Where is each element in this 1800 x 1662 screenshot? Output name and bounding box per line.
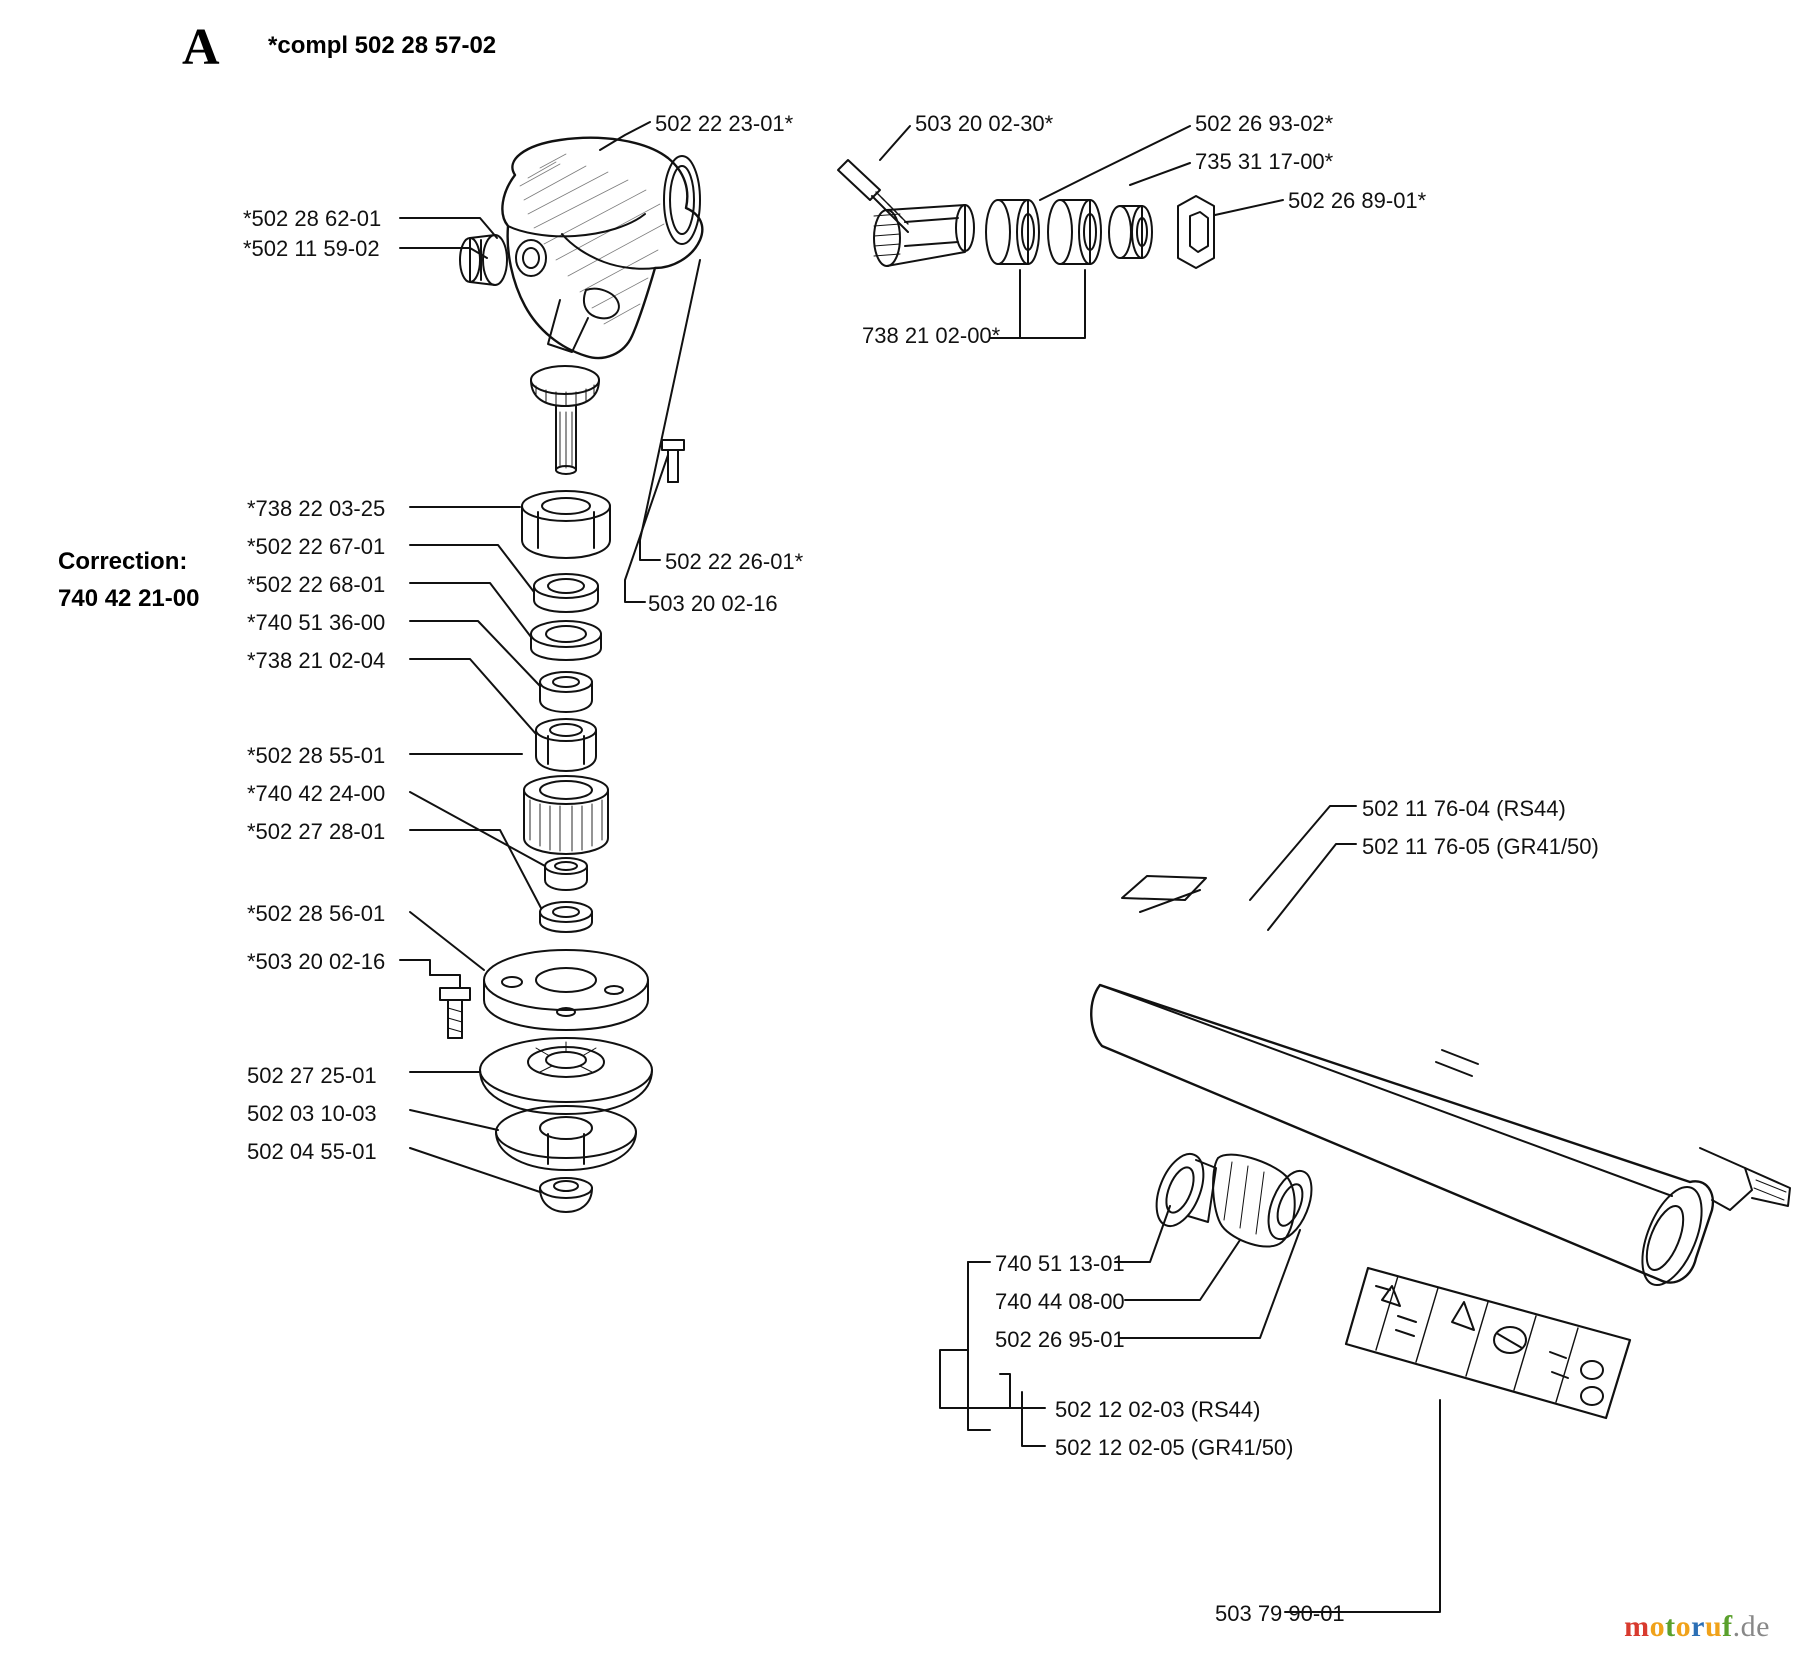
shaft-splines bbox=[874, 214, 900, 256]
label-502-26-93-02: 502 26 93-02* bbox=[1195, 111, 1334, 136]
decal-dividers bbox=[1376, 1276, 1578, 1402]
decal-circle-1 bbox=[1494, 1327, 1526, 1353]
coupling-seal-inner bbox=[1161, 1164, 1199, 1217]
warning-decal bbox=[1346, 1268, 1630, 1418]
pinion-gear-top bbox=[531, 366, 599, 394]
tube-end-fitting bbox=[1700, 1148, 1752, 1210]
leader-cpl-2 bbox=[1125, 1240, 1240, 1300]
lower-screw-shank bbox=[448, 1000, 462, 1038]
label-740-51-13-01: 740 51 13-01 bbox=[995, 1251, 1125, 1276]
end-nut-top bbox=[540, 1178, 592, 1198]
decal-triangle-2 bbox=[1452, 1302, 1474, 1330]
assembly-complete-label: *compl 502 28 57-02 bbox=[268, 32, 497, 59]
clutch-drum-spokes bbox=[536, 1042, 596, 1072]
label-740-42-24-00: *740 42 24-00 bbox=[247, 781, 386, 806]
housing-hatch bbox=[520, 154, 664, 324]
pinion-shaft bbox=[556, 406, 576, 470]
leader-tube-2 bbox=[1268, 844, 1356, 930]
housing-lug bbox=[584, 289, 619, 319]
ring-502-22-68-body bbox=[531, 634, 601, 660]
bearing-1-bore bbox=[1022, 214, 1034, 250]
leader-cpl-3 bbox=[1120, 1230, 1300, 1338]
decal-circle-1-line bbox=[1498, 1334, 1522, 1348]
seal-bore bbox=[1137, 218, 1147, 246]
washer-502-27-28 bbox=[540, 902, 592, 922]
leader-col-13 bbox=[410, 1148, 540, 1192]
label-502-11-59-02: *502 11 59-02 bbox=[243, 236, 380, 261]
coupling-seal-body bbox=[1188, 1160, 1216, 1222]
clutch-drum-hub bbox=[528, 1047, 604, 1077]
correction-title: Correction: bbox=[58, 548, 188, 575]
housing-side-hole bbox=[523, 248, 539, 268]
label-740-44-08-00: 740 44 08-00 bbox=[995, 1289, 1125, 1314]
watermark-t: t bbox=[1665, 1610, 1676, 1643]
coupling-seal-outer bbox=[1147, 1147, 1213, 1232]
decal-text-lines bbox=[1396, 1316, 1416, 1336]
label-502-11-76-04: 502 11 76-04 (RS44) bbox=[1362, 796, 1566, 821]
decal-ce-mark bbox=[1376, 1286, 1390, 1290]
cap-body bbox=[470, 235, 495, 285]
bearing-738-21-02-04-lines bbox=[548, 736, 584, 764]
ring-502-22-68-bore bbox=[546, 626, 586, 642]
bearing-738-21-02-04-bore bbox=[550, 724, 582, 736]
bearing-2-bore bbox=[1084, 214, 1096, 250]
flange-502-28-56-top bbox=[484, 950, 648, 1010]
coupling-sleeve-end bbox=[1260, 1165, 1320, 1245]
label-502-22-68-01: *502 22 68-01 bbox=[247, 572, 386, 597]
leader-502-22-26 bbox=[640, 260, 700, 560]
leader-bearing-set bbox=[1040, 126, 1190, 200]
part-740-42-24-body bbox=[545, 866, 587, 890]
washer-502-22-67-bore bbox=[548, 579, 584, 593]
coupling-sleeve-grooves bbox=[1224, 1162, 1264, 1234]
flange-502-28-56-body bbox=[484, 980, 648, 1030]
part-740-51-36-body bbox=[540, 682, 592, 712]
bearing-738-22-top bbox=[522, 491, 610, 521]
bearing-1-right bbox=[1017, 200, 1039, 264]
label-503-20-02-16-top: 503 20 02-16 bbox=[648, 591, 778, 616]
lower-screw-head bbox=[440, 988, 470, 1000]
bearing-2-body bbox=[1060, 200, 1090, 264]
pinion-shaft-end bbox=[556, 466, 576, 474]
clutch-drum-top bbox=[480, 1038, 652, 1102]
watermark-f: f bbox=[1722, 1610, 1733, 1643]
drive-tube-break bbox=[1436, 1050, 1478, 1076]
lower-screw-threads bbox=[448, 1008, 462, 1032]
bearing-738-21-02-04-top bbox=[536, 719, 596, 741]
shaft-lines bbox=[905, 218, 958, 246]
leader-col-8 bbox=[410, 830, 541, 908]
hex-nut-outer bbox=[1178, 196, 1214, 268]
sleeve-502-28-55-body bbox=[524, 790, 608, 854]
correction-number: 740 42 21-00 bbox=[58, 585, 200, 612]
flange-hole-right bbox=[605, 986, 623, 994]
label-738-21-02-04: *738 21 02-04 bbox=[247, 648, 386, 673]
watermark-r: r bbox=[1691, 1610, 1705, 1643]
shaft-gear-end bbox=[874, 210, 900, 266]
pulley-hub bbox=[540, 1117, 592, 1139]
part-740-51-36-bore bbox=[553, 677, 579, 687]
leader-cpl-4 bbox=[1000, 1374, 1045, 1408]
label-502-28-55-01: *502 28 55-01 bbox=[247, 743, 386, 768]
bearing-738-22-bore bbox=[542, 498, 590, 514]
housing-tab bbox=[548, 300, 588, 352]
leader-bearing-738 bbox=[990, 270, 1085, 338]
drive-tube-top-edge bbox=[1100, 985, 1672, 1196]
seal-right bbox=[1132, 206, 1152, 258]
pinion-gear-body bbox=[531, 380, 599, 406]
decal-symbols bbox=[1550, 1352, 1568, 1378]
watermark-m: m bbox=[1624, 1610, 1650, 1643]
housing-side-boss bbox=[516, 240, 546, 276]
leader-col-9 bbox=[410, 912, 484, 970]
coupling-bracket-outer bbox=[968, 1262, 990, 1430]
watermark-o1: o bbox=[1649, 1610, 1666, 1643]
leader-tube-1 bbox=[1250, 806, 1356, 900]
label-502-03-10-03: 502 03 10-03 bbox=[247, 1101, 377, 1126]
end-nut-body bbox=[540, 1188, 592, 1212]
screw-head-top bbox=[838, 160, 880, 200]
tube-end-thread bbox=[1745, 1168, 1790, 1206]
coupling-bracket-2 bbox=[940, 1350, 1010, 1408]
gear-housing-crease bbox=[508, 214, 645, 236]
clutch-drum-body bbox=[480, 1070, 652, 1114]
label-502-04-55-01: 502 04 55-01 bbox=[247, 1139, 377, 1164]
watermark-motoruf bbox=[1624, 1610, 1770, 1644]
bearing-2-right bbox=[1079, 200, 1101, 264]
decal-circle-2 bbox=[1581, 1361, 1603, 1379]
watermark-o2: o bbox=[1675, 1610, 1692, 1643]
sleeve-502-28-55-top bbox=[524, 776, 608, 804]
label-740-51-36-00: *740 51 36-00 bbox=[247, 610, 386, 635]
leader-col-7 bbox=[410, 792, 545, 866]
ring-502-22-68 bbox=[531, 621, 601, 647]
screw-threads-top bbox=[876, 192, 908, 224]
leader-housing bbox=[600, 122, 650, 150]
label-502-26-89-01: 502 26 89-01* bbox=[1288, 188, 1427, 213]
flange-hole-bottom bbox=[557, 1008, 575, 1016]
drive-tube-open-end bbox=[1630, 1179, 1713, 1293]
seal-body bbox=[1120, 206, 1142, 258]
bearing-738-21-02-04-body bbox=[536, 730, 596, 771]
flange-502-28-56-bore bbox=[536, 968, 596, 992]
decal-triangle-1 bbox=[1382, 1286, 1400, 1306]
leader-col-5 bbox=[410, 659, 536, 734]
bearing-2-outer bbox=[1048, 200, 1072, 264]
label-502-22-26-01: 502 22 26-01* bbox=[665, 549, 804, 574]
washer-502-22-67-body bbox=[534, 586, 598, 612]
leader-col-2 bbox=[410, 545, 534, 592]
leader-hex-nut bbox=[1215, 200, 1283, 215]
pinion-teeth bbox=[536, 385, 594, 405]
gear-housing-body bbox=[502, 138, 702, 358]
small-screw-shank bbox=[668, 450, 678, 482]
bearing-1-body bbox=[998, 200, 1028, 264]
screw-shank-top bbox=[872, 196, 908, 232]
leader-lower-screw bbox=[430, 975, 460, 988]
end-nut-bore bbox=[554, 1181, 578, 1191]
shaft-right-end bbox=[956, 205, 974, 251]
shaft-body bbox=[887, 205, 965, 266]
label-502-11-76-05: 502 11 76-05 (GR41/50) bbox=[1362, 834, 1599, 859]
washer-502-27-28-bore bbox=[553, 907, 579, 917]
label-502-22-67-01: *502 22 67-01 bbox=[247, 534, 386, 559]
label-738-22-03-25: *738 22 03-25 bbox=[247, 496, 386, 521]
drive-tube-body bbox=[1091, 985, 1713, 1283]
leader-screw-top bbox=[880, 126, 910, 160]
gear-housing-crease2 bbox=[562, 234, 655, 269]
washer-502-22-67 bbox=[534, 574, 598, 598]
label-503-79-90-01: 503 79 90-01 bbox=[1215, 1601, 1345, 1626]
pulley-lines bbox=[548, 1134, 584, 1164]
section-letter: A bbox=[182, 19, 220, 76]
sleeve-502-28-55-bore bbox=[540, 781, 592, 799]
leader-col-4 bbox=[410, 621, 540, 686]
watermark-tld: .de bbox=[1732, 1610, 1770, 1643]
pulley-body bbox=[496, 1132, 636, 1170]
clutch-drum-center bbox=[546, 1052, 586, 1068]
cap-inner bbox=[460, 238, 480, 282]
label-503-20-02-30: 503 20 02-30* bbox=[915, 111, 1054, 136]
label-502-27-28-01: *502 27 28-01 bbox=[247, 819, 386, 844]
label-502-28-56-01: *502 28 56-01 bbox=[247, 901, 386, 926]
sleeve-knurl bbox=[530, 800, 602, 851]
coupling-sleeve bbox=[1213, 1155, 1295, 1247]
housing-bore-inner bbox=[670, 166, 694, 234]
bearing-738-22-lines bbox=[538, 512, 594, 548]
leader-col-3 bbox=[410, 583, 531, 637]
leader-cpl-5 bbox=[1022, 1392, 1045, 1446]
decal-circle-3 bbox=[1581, 1387, 1603, 1405]
coupling-sleeve-bore bbox=[1272, 1181, 1307, 1229]
pinion-shaft-splines bbox=[560, 412, 572, 468]
hex-nut-inner bbox=[1190, 212, 1208, 252]
flange-hole-left bbox=[502, 977, 522, 987]
label-502-27-25-01: 502 27 25-01 bbox=[247, 1063, 377, 1088]
label-735-31-17-00: 735 31 17-00* bbox=[1195, 149, 1334, 174]
part-740-42-24-top bbox=[545, 858, 587, 874]
small-screw-head bbox=[662, 440, 684, 450]
leader-seal-735 bbox=[1130, 163, 1190, 185]
label-502-26-95-01: 502 26 95-01 bbox=[995, 1327, 1125, 1352]
leader-col-12 bbox=[410, 1110, 498, 1130]
washer-502-27-28-body bbox=[540, 912, 592, 932]
cap-outer bbox=[483, 235, 507, 285]
tube-inner-shaft-line bbox=[1140, 890, 1200, 912]
housing-bore-outer bbox=[664, 156, 700, 244]
leader-503-20-02-16 bbox=[625, 455, 668, 602]
label-502-28-62-01: *502 28 62-01 bbox=[243, 206, 382, 231]
seal-outer bbox=[1109, 206, 1131, 258]
part-740-42-24-bore bbox=[555, 862, 577, 870]
label-502-12-02-03: 502 12 02-03 (RS44) bbox=[1055, 1397, 1261, 1422]
pulley-top bbox=[496, 1106, 636, 1158]
tube-inner-shaft-tip bbox=[1122, 876, 1206, 900]
label-502-12-02-05: 502 12 02-05 (GR41/50) bbox=[1055, 1435, 1294, 1460]
label-503-20-02-16-lower: *503 20 02-16 bbox=[247, 949, 386, 974]
watermark-u: u bbox=[1704, 1610, 1723, 1643]
leader-502-28-62 bbox=[400, 218, 497, 238]
tube-end-thread-lines bbox=[1754, 1180, 1786, 1200]
bearing-738-22-body bbox=[522, 506, 610, 558]
label-738-21-02-00: 738 21 02-00* bbox=[862, 323, 1001, 348]
part-740-51-36-top bbox=[540, 672, 592, 692]
label-502-22-23-01: 502 22 23-01* bbox=[655, 111, 794, 136]
leader-lower-screw2 bbox=[400, 960, 430, 975]
leader-502-11-59 bbox=[400, 248, 487, 258]
drive-tube-open-inner bbox=[1639, 1201, 1690, 1275]
leader-decal bbox=[1285, 1400, 1440, 1612]
bearing-1-outer bbox=[986, 200, 1010, 264]
